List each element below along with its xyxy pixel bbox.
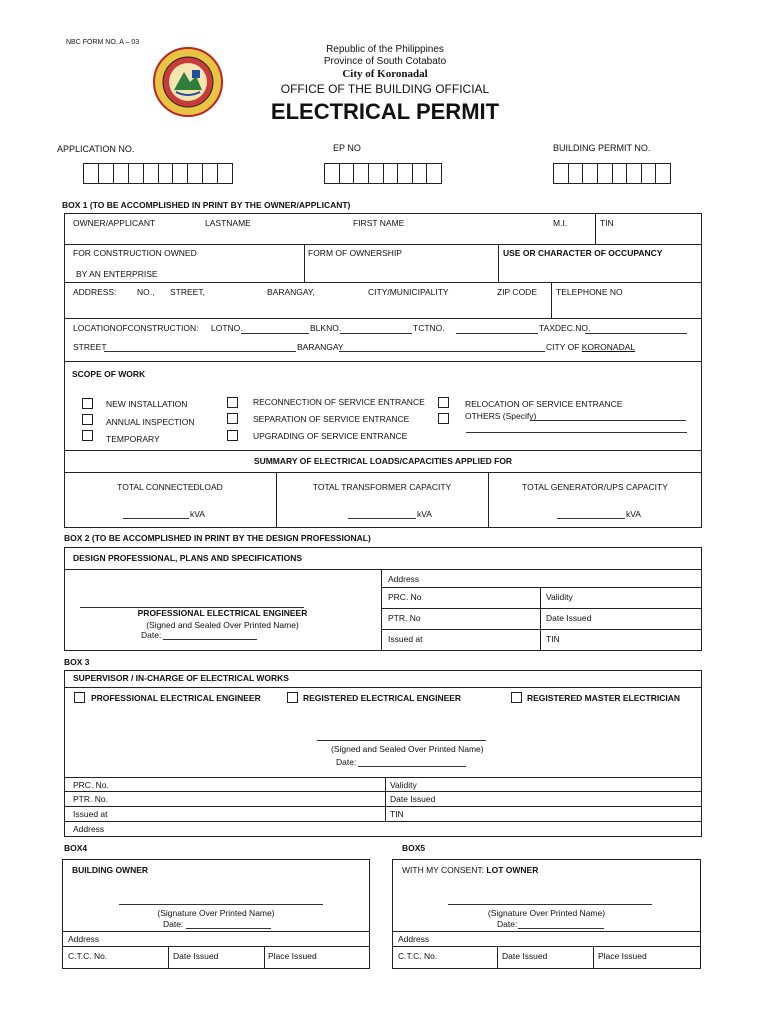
box4-heading: BOX4 xyxy=(64,843,88,853)
box2-issued-at-label: Issued at xyxy=(388,634,423,644)
box4-date-label: Date: xyxy=(163,919,184,929)
loc-city-prefix: CITY OF xyxy=(546,342,580,352)
box2-validity-label: Validity xyxy=(546,592,573,602)
for-construction-label: FOR CONSTRUCTION OWNED xyxy=(73,248,197,258)
relocation-label: RELOCATION OF SERVICE ENTRANCE xyxy=(465,399,623,409)
application-no-input[interactable] xyxy=(83,163,233,184)
mi-label: M.I. xyxy=(553,218,568,228)
box3-signature-line[interactable] xyxy=(317,740,486,741)
separation-checkbox[interactable] xyxy=(227,413,238,424)
ep-no-label: EP NO xyxy=(333,143,361,153)
box2-date-issued-label: Date Issued xyxy=(546,613,592,623)
total-generator-unit: kVA xyxy=(626,509,641,519)
page-title: ELECTRICAL PERMIT xyxy=(270,99,500,124)
box2-date-label: Date: xyxy=(141,630,162,640)
loc-street-line[interactable] xyxy=(104,351,296,352)
box2-ptr-label: PTR. No xyxy=(388,613,421,623)
box5-title-prefix: WITH MY CONSENT: xyxy=(402,865,485,875)
lot-no-line[interactable] xyxy=(241,333,309,334)
box3-date-label: Date: xyxy=(336,757,357,767)
address-label: ADDRESS: xyxy=(73,287,117,297)
total-connected-unit: kVA xyxy=(190,509,205,519)
taxdec-no-line[interactable] xyxy=(585,333,687,334)
new-installation-checkbox[interactable] xyxy=(82,398,93,409)
separation-label: SEPARATION OF SERVICE ENTRANCE xyxy=(253,414,410,424)
box3-issued-at-label: Issued at xyxy=(73,809,108,819)
box5-date-issued-label: Date Issued xyxy=(502,951,548,961)
header-office: OFFICE OF THE BUILDING OFFICIAL xyxy=(280,82,490,96)
address-barangay-label: BARANGAY, xyxy=(267,287,315,297)
blk-no-label: BLKNO. xyxy=(310,323,342,333)
box5-date-line[interactable] xyxy=(518,928,604,929)
box3-signed-label: (Signed and Sealed Over Printed Name) xyxy=(331,744,484,754)
use-occupancy-label: USE OR CHARACTER OF OCCUPANCY xyxy=(503,248,663,258)
zip-code-label: ZIP CODE xyxy=(497,287,537,297)
box5-title: LOT OWNER xyxy=(486,865,539,875)
others-specify-line-2[interactable] xyxy=(466,432,687,433)
box2-subheading: DESIGN PROFESSIONAL, PLANS AND SPECIFICATIONS xyxy=(73,553,303,563)
address-city-label: CITY/MUNICIPALITY xyxy=(368,287,449,297)
annual-inspection-label: ANNUAL INSPECTION xyxy=(106,417,195,427)
box2-heading: BOX 2 (TO BE ACCOMPLISHED IN PRINT BY THE DESIGN PROFESSIONAL) xyxy=(64,533,371,543)
relocation-checkbox[interactable] xyxy=(438,397,449,408)
box3-heading: BOX 3 xyxy=(64,657,90,667)
box5-signature-label: (Signature Over Printed Name) xyxy=(487,908,606,918)
box5-place-issued-label: Place Issued xyxy=(598,951,647,961)
box3-date-line[interactable] xyxy=(358,766,466,767)
loc-street-label: STREET xyxy=(73,342,107,352)
box3-opt2-checkbox[interactable] xyxy=(287,692,298,703)
total-generator-input[interactable] xyxy=(557,518,625,519)
others-checkbox[interactable] xyxy=(438,413,449,424)
box3-validity-label: Validity xyxy=(390,780,417,790)
location-label: LOCATIONOFCONSTRUCTION: xyxy=(73,323,199,333)
form-ownership-label: FORM OF OWNERSHIP xyxy=(308,248,402,258)
upgrading-label: UPGRADING OF SERVICE ENTRANCE xyxy=(253,431,408,441)
box4-address-label: Address xyxy=(68,934,100,944)
new-installation-label: NEW INSTALLATION xyxy=(106,399,188,409)
form-code: NBC FORM NO. A – 03 xyxy=(66,39,140,46)
ep-no-input[interactable] xyxy=(324,163,442,184)
box2-prc-label: PRC. No xyxy=(388,592,422,602)
application-no-label: APPLICATION NO. xyxy=(57,144,135,154)
box3-opt3-checkbox[interactable] xyxy=(511,692,522,703)
total-generator-label: TOTAL GENERATOR/UPS CAPACITY xyxy=(522,482,668,492)
box5-ctc-label: C.T.C. No. xyxy=(398,951,438,961)
box5-address-label: Address xyxy=(398,934,430,944)
tin-label: TIN xyxy=(600,218,614,228)
box1-frame xyxy=(64,213,702,528)
box4-title: BUILDING OWNER xyxy=(72,865,149,875)
total-transformer-unit: kVA xyxy=(417,509,432,519)
taxdec-no-label: TAXDEC.NO. xyxy=(539,323,591,333)
address-street-label: STREET, xyxy=(170,287,205,297)
lot-no-label: LOTNO. xyxy=(211,323,243,333)
box3-address-label: Address xyxy=(73,824,105,834)
box2-tin-label: TIN xyxy=(546,634,560,644)
box2-engineer-label: PROFESSIONAL ELECTRICAL ENGINEER xyxy=(137,608,308,618)
scope-title: SCOPE OF WORK xyxy=(72,369,146,379)
box2-address-label: Address xyxy=(388,574,420,584)
box3-opt1-checkbox[interactable] xyxy=(74,692,85,703)
address-no-label: NO., xyxy=(137,287,155,297)
box4-ctc-label: C.T.C. No. xyxy=(68,951,108,961)
box4-date-issued-label: Date Issued xyxy=(173,951,219,961)
reconnection-checkbox[interactable] xyxy=(227,397,238,408)
loc-barangay-label: BARANGAY xyxy=(297,342,344,352)
box4-signature-label: (Signature Over Printed Name) xyxy=(157,908,275,918)
temporary-checkbox[interactable] xyxy=(82,430,93,441)
others-label: OTHERS (Specify) xyxy=(465,411,537,421)
annual-inspection-checkbox[interactable] xyxy=(82,414,93,425)
box4-signature-line[interactable] xyxy=(119,904,323,905)
total-connected-label: TOTAL CONNECTEDLOAD xyxy=(117,482,223,492)
header-country: Republic of the Philippines xyxy=(326,44,444,55)
loc-barangay-line[interactable] xyxy=(339,351,545,352)
header-city: City of Koronadal xyxy=(342,68,428,80)
box3-subheading: SUPERVISOR / IN-CHARGE OF ELECTRICAL WORKS xyxy=(73,673,289,683)
box3-prc-label: PRC. No. xyxy=(73,780,109,790)
temporary-label: TEMPORARY xyxy=(106,434,160,444)
box3-ptr-label: PTR. No. xyxy=(73,794,108,804)
box3-opt2-label: REGISTERED ELECTRICAL ENGINEER xyxy=(303,693,462,703)
box3-opt3-label: REGISTERED MASTER ELECTRICIAN xyxy=(527,693,681,703)
summary-title: SUMMARY OF ELECTRICAL LOADS/CAPACITIES APPLIED FOR xyxy=(253,456,513,466)
box2-date-line[interactable] xyxy=(163,639,257,640)
box3-opt1-label: PROFESSIONAL ELECTRICAL ENGINEER xyxy=(91,693,261,703)
by-enterprise-label: BY AN ENTERPRISE xyxy=(76,269,158,279)
box5-date-label: Date: xyxy=(497,919,518,929)
box2-signed-label: (Signed and Sealed Over Printed Name) xyxy=(146,620,299,630)
box3-tin-label: TIN xyxy=(390,809,404,819)
first-name-label: FIRST NAME xyxy=(353,218,405,228)
box4-date-line[interactable] xyxy=(186,928,271,929)
lastname-label: LASTNAME xyxy=(205,218,251,228)
blk-no-line[interactable] xyxy=(340,333,412,334)
owner-applicant-label: OWNER/APPLICANT xyxy=(73,218,156,228)
total-transformer-label: TOTAL TRANSFORMER CAPACITY xyxy=(312,482,452,492)
tct-no-line[interactable] xyxy=(456,333,538,334)
loc-city-value: KORONADAL xyxy=(581,342,636,352)
box1-heading: BOX 1 (TO BE ACCOMPLISHED IN PRINT BY THE OWNER/APPLICANT) xyxy=(62,200,351,210)
reconnection-label: RECONNECTION OF SERVICE ENTRANCE xyxy=(253,397,425,407)
tct-no-label: TCTNO. xyxy=(413,323,445,333)
header-province: Province of South Cotabato xyxy=(323,56,447,67)
box3-date-issued-label: Date Issued xyxy=(390,794,436,804)
building-permit-no-input[interactable] xyxy=(553,163,671,184)
telephone-label: TELEPHONE NO xyxy=(556,287,623,297)
total-connected-input[interactable] xyxy=(123,518,189,519)
box5-signature-line[interactable] xyxy=(448,904,652,905)
upgrading-checkbox[interactable] xyxy=(227,430,238,441)
official-seal xyxy=(152,46,224,118)
total-transformer-input[interactable] xyxy=(348,518,416,519)
box5-heading: BOX5 xyxy=(402,843,426,853)
building-permit-no-label: BUILDING PERMIT NO. xyxy=(553,143,651,153)
others-specify-line[interactable] xyxy=(530,420,686,421)
box4-place-issued-label: Place Issued xyxy=(268,951,317,961)
